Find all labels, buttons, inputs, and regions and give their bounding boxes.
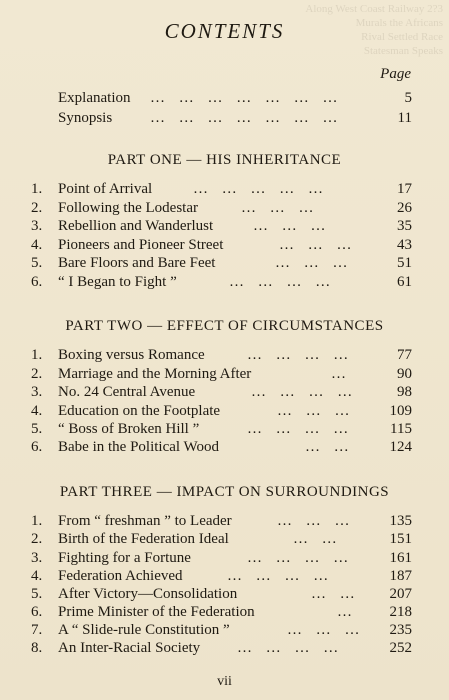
bleed-line: Along West Coast Railway 2?3	[305, 3, 443, 15]
chapter-title: “ I Began to Fight ”	[58, 274, 177, 290]
toc-entry	[31, 584, 412, 604]
leader-dots: … … …	[279, 237, 357, 253]
part-heading: PART ONE — HIS INHERITANCE	[107, 152, 342, 168]
chapter-number: 5.	[31, 421, 43, 437]
chapter-page: 26	[397, 200, 412, 216]
leader-dots: … … … … … … …	[150, 90, 343, 106]
chapter-page: 151	[389, 531, 412, 547]
toc-entry	[31, 511, 412, 531]
chapter-title: Boxing versus Romance	[58, 347, 205, 363]
toc-entry	[31, 235, 412, 255]
toc-entry	[58, 108, 412, 128]
toc-entry	[31, 382, 412, 402]
chapter-page: 90	[397, 366, 412, 382]
chapter-title: After Victory—Consolidation	[58, 586, 238, 602]
bleed-line: Statesman Speaks	[363, 45, 443, 57]
toc-entry	[31, 272, 412, 292]
toc-page: 11	[397, 110, 412, 126]
chapter-page: 98	[397, 384, 412, 400]
chapter-title: Babe in the Political Wood	[58, 439, 219, 455]
chapter-number: 1.	[31, 181, 43, 197]
chapter-title: Pioneers and Pioneer Street	[58, 237, 224, 253]
chapter-page: 187	[389, 568, 412, 584]
toc-entry	[31, 529, 412, 549]
chapter-number: 5.	[31, 255, 43, 271]
chapter-page: 77	[397, 347, 412, 363]
toc-entry	[31, 548, 412, 568]
leader-dots: … … …	[277, 403, 355, 419]
leader-dots: … … … …	[251, 384, 358, 400]
chapter-page: 17	[397, 181, 412, 197]
chapter-number: 6.	[31, 439, 43, 455]
chapter-page: 218	[389, 604, 412, 620]
chapter-number: 1.	[31, 347, 43, 363]
leader-dots: … … … …	[227, 568, 334, 584]
chapter-number: 1.	[31, 513, 43, 529]
toc-entry	[31, 364, 412, 384]
chapter-page: 43	[397, 237, 412, 253]
toc-entry	[31, 345, 412, 365]
chapter-title: No. 24 Central Avenue	[58, 384, 196, 400]
chapter-title: Point of Arrival	[58, 181, 153, 197]
chapter-number: 6.	[31, 604, 43, 620]
chapter-page: 235	[389, 622, 412, 638]
bleed-line: Murals the Africans	[355, 17, 443, 29]
chapter-number: 8.	[31, 640, 43, 656]
toc-entry	[31, 401, 412, 421]
leader-dots: … … … … … … …	[150, 110, 343, 126]
toc-entry	[31, 253, 412, 273]
leader-dots: … … …	[275, 255, 353, 271]
toc-title: Explanation	[58, 90, 131, 106]
chapter-title: Federation Achieved	[58, 568, 183, 584]
chapter-title: A “ Slide-rule Constitution ”	[58, 622, 230, 638]
leader-dots: … … … …	[247, 550, 354, 566]
leader-dots: …	[337, 604, 357, 620]
chapter-page: 109	[389, 403, 412, 419]
chapter-number: 5.	[31, 586, 43, 602]
chapter-title: From “ freshman ” to Leader	[58, 513, 232, 529]
chapter-page: 35	[397, 218, 412, 234]
bleed-line: Rival Settled Race	[361, 31, 443, 43]
leader-dots: … … … …	[247, 347, 354, 363]
chapter-number: 7.	[31, 622, 43, 638]
chapter-title: Marriage and the Morning After	[58, 366, 252, 382]
leader-dots: … … …	[287, 622, 365, 638]
chapter-number: 6.	[31, 274, 43, 290]
chapter-page: 252	[389, 640, 412, 656]
toc-entry	[31, 179, 412, 199]
page-column-label: Page	[380, 66, 411, 82]
leader-dots: … …	[305, 439, 354, 455]
chapter-title: Prime Minister of the Federation	[58, 604, 255, 620]
chapter-number: 4.	[31, 403, 43, 419]
leader-dots: …	[331, 366, 351, 382]
chapter-title: “ Boss of Broken Hill ”	[58, 421, 200, 437]
toc-entry	[31, 566, 412, 586]
toc-entry	[31, 602, 412, 622]
chapter-title: An Inter-Racial Society	[58, 640, 201, 656]
chapter-title: Bare Floors and Bare Feet	[58, 255, 216, 271]
chapter-title: Rebellion and Wanderlust	[58, 218, 214, 234]
chapter-page: 207	[389, 586, 412, 602]
leader-dots: … … … …	[229, 274, 336, 290]
leader-dots: … … … …	[247, 421, 354, 437]
chapter-page: 135	[389, 513, 412, 529]
toc-entry	[58, 88, 412, 108]
toc-entry	[31, 198, 412, 218]
part-heading: PART TWO — EFFECT OF CIRCUMSTANCES	[65, 318, 384, 334]
leader-dots: … … …	[277, 513, 355, 529]
chapter-title: Following the Lodestar	[58, 200, 198, 216]
chapter-title: Birth of the Federation Ideal	[58, 531, 229, 547]
chapter-page: 115	[390, 421, 412, 437]
leader-dots: … … …	[241, 200, 319, 216]
chapter-number: 4.	[31, 237, 43, 253]
toc-entry	[31, 437, 412, 457]
chapter-number: 3.	[31, 550, 43, 566]
toc-entry	[31, 419, 412, 439]
page-number-footer: vii	[217, 674, 232, 689]
chapter-number: 3.	[31, 218, 43, 234]
leader-dots: … … … … …	[193, 181, 328, 197]
chapter-number: 2.	[31, 366, 43, 382]
chapter-title: Fighting for a Fortune	[58, 550, 191, 566]
chapter-number: 4.	[31, 568, 43, 584]
toc-entry	[31, 638, 412, 658]
chapter-title: Education on the Footplate	[58, 403, 221, 419]
chapter-page: 61	[397, 274, 412, 290]
toc-entry	[31, 216, 412, 236]
part-heading: PART THREE — IMPACT ON SURROUNDINGS	[59, 484, 390, 500]
chapter-number: 2.	[31, 200, 43, 216]
toc-entry	[31, 620, 412, 640]
chapter-number: 2.	[31, 531, 43, 547]
leader-dots: … … …	[253, 218, 331, 234]
leader-dots: … … … …	[237, 640, 344, 656]
leader-dots: … …	[311, 586, 360, 602]
chapter-page: 124	[389, 439, 412, 455]
leader-dots: … …	[293, 531, 342, 547]
chapter-number: 3.	[31, 384, 43, 400]
toc-title: Synopsis	[58, 110, 113, 126]
contents-title: CONTENTS	[164, 19, 285, 43]
chapter-page: 161	[389, 550, 412, 566]
toc-page: 5	[404, 90, 412, 106]
chapter-page: 51	[397, 255, 412, 271]
